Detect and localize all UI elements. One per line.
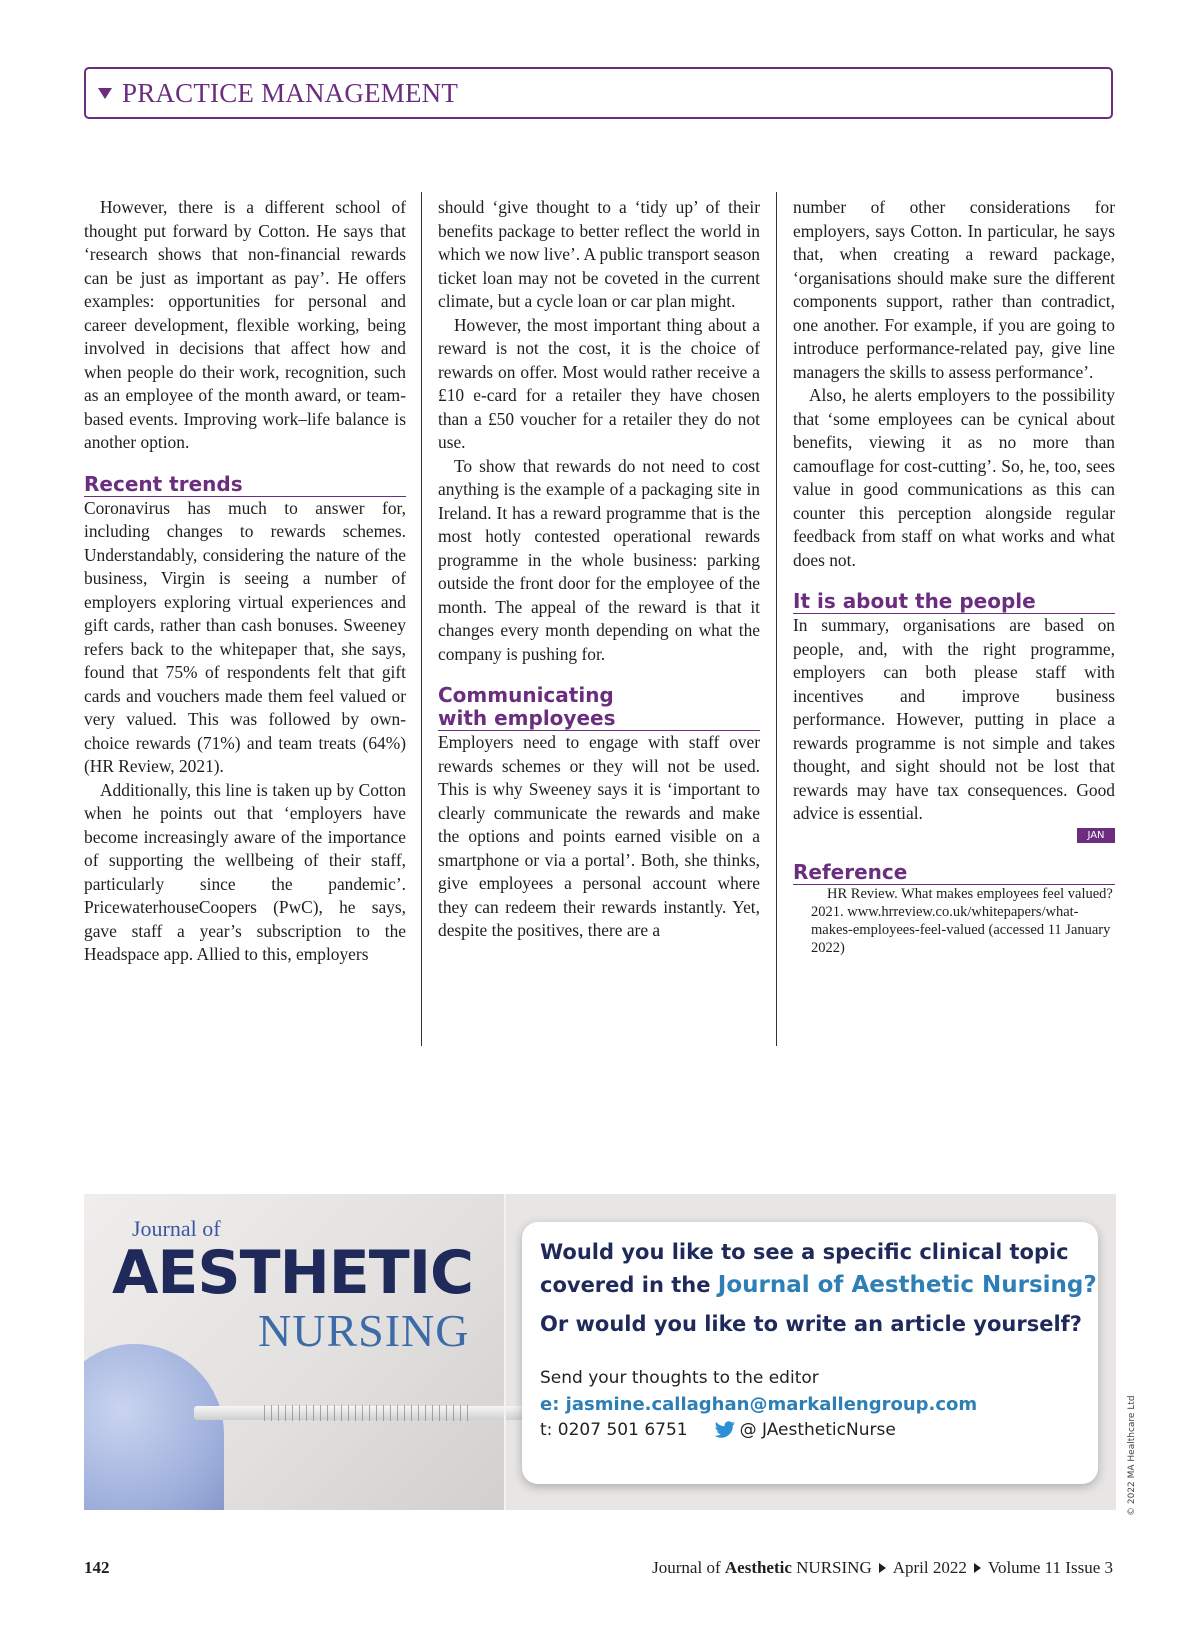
twitter-bird-icon [714,1421,736,1439]
paragraph: should ‘give thought to a ‘tidy up’ of their benefits package to better reflect the world in which we now live’. A public transport season ticket loan may not be coveted in the current climate, but a cycle loan or car plan might. [438,197,760,311]
triangle-down-icon [98,88,112,99]
advert-divider [504,1194,506,1510]
article-column-2 [438,196,760,943]
paragraph: However, the most important thing about a reward is not the cost, it is the choice of rewards on offer. Most would rather receive a £10 e-card for a retailer they have chosen than a £50 voucher for a retailer they do not use. [438,314,760,452]
advert-question-line [540,1269,1097,1302]
advert-question-text: covered in the [540,1273,711,1297]
triangle-right-icon [879,1563,886,1573]
copyright-notice: © 2022 MA Healthcare Ltd [1127,1395,1137,1516]
logo-journal-of: Journal of [132,1216,221,1241]
advert-question-line: Would you like to see a specific clinical topic [540,1240,1069,1264]
issue-volume: Volume 11 Issue 3 [987,1558,1113,1577]
editor-email-link[interactable]: e: jasmine.callaghan@markallengroup.com [540,1394,978,1415]
article-column-1 [84,196,406,967]
advert-journal-title: Journal of Aesthetic Nursing? [717,1272,1097,1298]
subheading-line: with employees [438,706,616,730]
paragraph: number of other considerations for employers, says Cotton. In particular, he says that, when creating a reward package, ‘organisations should make sure the different components support, rather than contradict, one another. For example, if you are going to introduce performance-related pay, give line managers the skills to assess performance’. [793,197,1115,382]
syringe-scale [264,1405,474,1421]
section-title: PRACTICE MANAGEMENT [122,77,459,108]
end-mark-logo: JAN [1077,828,1115,843]
advert-card [522,1222,1098,1484]
subheading-recent-trends: Recent trends [84,473,406,497]
section-header [84,67,1113,119]
paragraph: In summary, organisations are based on people, and, with the right programme, employers can both please staff with incentives and improve business performance. However, putting in place a rewards programme is not simple and takes thought, and sight should not be lost that rewards may have tax consequences. Good advice is essential. [793,615,1115,823]
journal-name-pre: Journal of [652,1558,721,1577]
journal-advert [84,1194,1116,1510]
paragraph: Coronavirus has much to answer for, including changes to rewards schemes. Understandably, considering the nature of the business, Virgin is seeing a number of employers exploring virtual experiences and gift cards, rather than cash bonuses. Sweeney refers back to the whitepaper that, she says, found that 75% of respondents felt that gift cards and vouchers made them feel valued or very valued. This was followed by own-choice rewards (71%) and team treats (64%) (HR Review, 2021). [84,497,406,776]
paragraph: However, there is a different school of thought put forward by Cotton. He says that ‘research shows that non-financial rewards can be just as important as pay’. He offers examples: opportunities for personal and career development, flexible working, being involved in decisions that affect how and when people do their work, recognition, such as an employee of the month award, or team-based events. Improving work–life balance is another option. [84,197,406,452]
paragraph: Also, he alerts employers to the possibility that ‘some employees can be cynical about benefits, viewing it as no more than camouflage for cost-cutting’. So, he, too, sees value in good communications as this can counter this perception alongside regular feedback from staff on what works and what does not. [793,385,1115,570]
paragraph: Employers need to engage with staff over rewards schemes or they will not be used. This is why Sweeney says it is ‘important to clearly communicate the rewards and make the options and points earned visible on a smartphone or via a portal’. Both, she thinks, give employees a personal account where they can redeem their rewards instantly. Yet, despite the positives, there are a [438,732,760,940]
issue-date: April 2022 [892,1558,967,1577]
advert-question-1 [540,1236,1097,1302]
journal-info [652,1558,1113,1578]
twitter-handle[interactable]: @ JAestheticNurse [739,1420,896,1440]
triangle-right-icon [974,1563,981,1573]
column-divider [776,192,777,1046]
advert-question-2: Or would you like to write an article yourself? [540,1312,1082,1336]
subheading-people: It is about the people [793,590,1115,614]
reference-item: HR Review. What makes employees feel valued? 2021. www.hrreview.co.uk/whitepapers/what-makes-employees-feel-valued (accessed 11 January 2022) [811,885,1113,956]
advert-send-text: Send your thoughts to the editor [540,1368,819,1388]
editor-phone: t: 0207 501 6751 [540,1420,688,1440]
journal-name-post: NURSING [796,1558,872,1577]
paragraph: Additionally, this line is taken up by Cotton when he points out that ‘employers have become increasingly aware of the importance of supporting the wellbeing of their staff, particularly since the pandemic’. PricewaterhouseCoopers (PwC), he says, gave staff a year’s subscription to the Headspace app. Allied to this, employers [84,779,406,964]
logo-aesthetic: AESTHETIC [112,1238,474,1308]
contact-row [540,1420,896,1440]
paragraph: To show that rewards do not need to cost anything is the example of a packaging site in Ireland. It has a reward programme that is the most hotly contested operational rewards programme in the whole business: parking outside the front door for the employee of the month. The appeal of the reward is that it changes every month depending on what the company is pushing for. [438,455,760,664]
journal-name-bold: Aesthetic [724,1558,792,1577]
gloved-hand-image [84,1344,224,1510]
subheading-reference: Reference [793,861,1115,885]
article-column-3 [793,196,1115,957]
logo-nursing: NURSING [258,1305,470,1356]
page-number: 142 [84,1558,110,1577]
advert-photo [84,1194,504,1510]
subheading-communicating [438,684,760,731]
column-divider [421,192,422,1046]
subheading-line: Communicating [438,683,614,707]
